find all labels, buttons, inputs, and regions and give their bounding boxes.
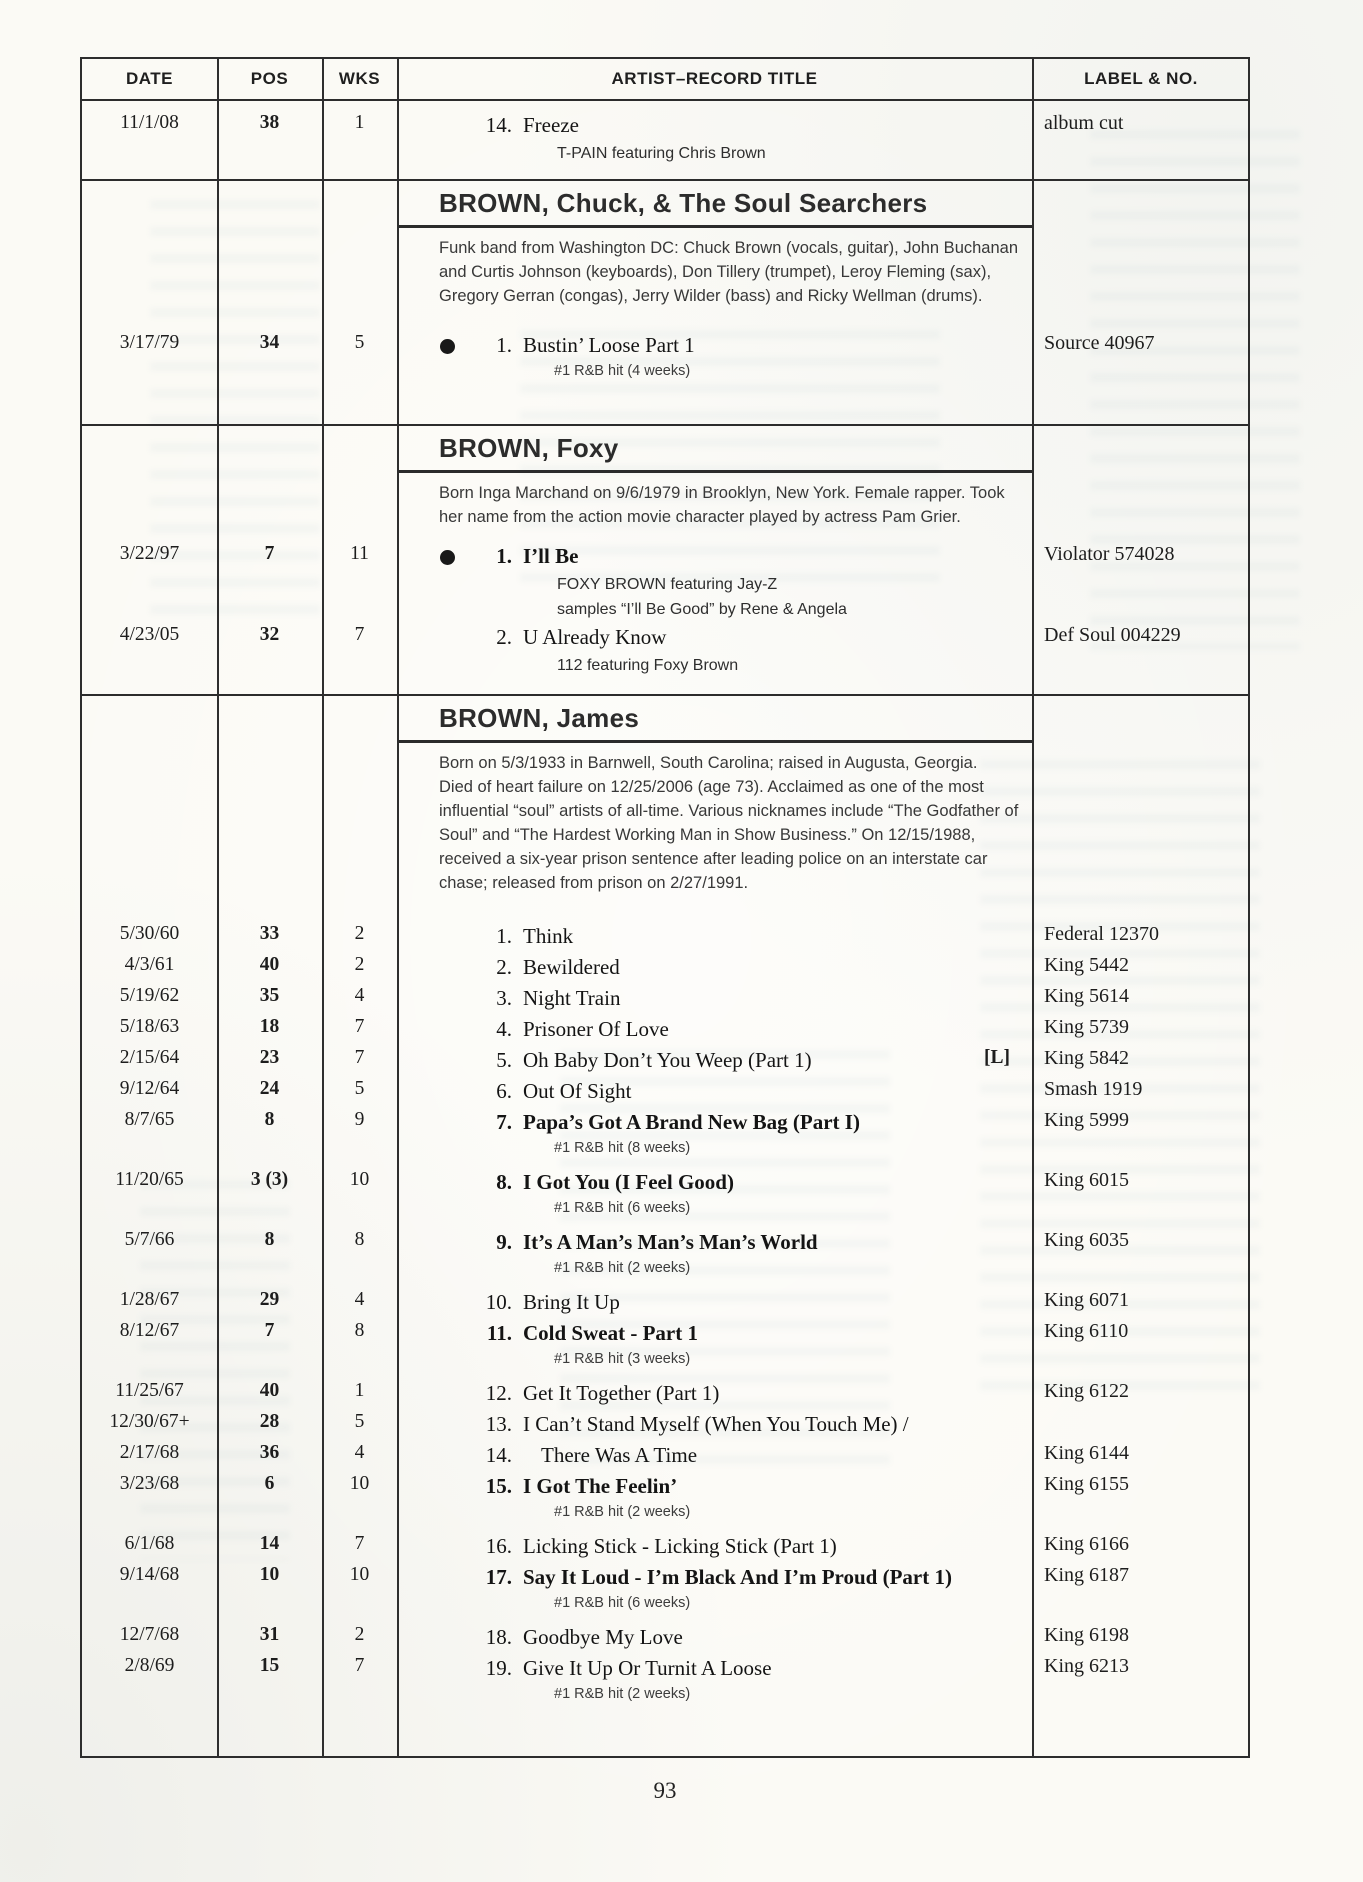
- number-one-hit-note: #1 R&B hit (3 weeks): [554, 1351, 691, 1367]
- peak-position-cell: 18: [259, 1016, 280, 1037]
- record-label-cell: King 6015: [1044, 1169, 1129, 1191]
- entry-row: [82, 1045, 1248, 1076]
- peak-position-cell: 40: [259, 954, 280, 975]
- number-one-hit-note: #1 R&B hit (2 weeks): [554, 1686, 691, 1702]
- date-cell: 2/17/68: [119, 1442, 180, 1463]
- entry-number: 8.: [496, 1170, 512, 1194]
- record-label-cell: album cut: [1044, 112, 1124, 134]
- bio-line: Soul” and “The Hardest Working Man in Show Business.” On 12/15/1988,: [439, 826, 976, 844]
- bio-line: Born on 5/3/1933 in Barnwell, South Carolina; raised in Augusta, Georgia.: [439, 754, 978, 772]
- date-cell: 3/22/97: [119, 543, 180, 564]
- bio-line: and Curtis Johnson (keyboards), Don Tillery (trumpet), Leroy Fleming (sax),: [439, 263, 992, 281]
- peak-position-cell: 40: [259, 1380, 280, 1401]
- weeks-charted-cell: 2: [354, 923, 365, 944]
- date-cell: 2/15/64: [119, 1047, 180, 1068]
- artist-name: BROWN, Foxy: [439, 433, 619, 463]
- page-number: 93: [653, 1778, 677, 1803]
- entry-row: [82, 330, 1248, 382]
- record-label-cell: King 5614: [1044, 985, 1129, 1007]
- song-title: Freeze: [523, 113, 579, 137]
- song-title: Give It Up Or Turnit A Loose: [523, 1656, 772, 1680]
- weeks-charted-cell: 1: [354, 112, 365, 133]
- title-line: [397, 1409, 1248, 1440]
- gold-record-dot-icon: [440, 550, 455, 565]
- artist-bio: [439, 743, 1248, 895]
- artist-name: BROWN, Chuck, & The Soul Searchers: [439, 188, 928, 218]
- song-title: Oh Baby Don’t You Weep (Part 1): [523, 1048, 812, 1072]
- entry-row: [82, 541, 1248, 622]
- entry-number: 12.: [485, 1381, 512, 1405]
- weeks-charted-cell: 5: [354, 332, 365, 353]
- weeks-charted-cell: 10: [349, 1169, 370, 1190]
- entry-number: 15.: [485, 1474, 512, 1498]
- peak-position-cell: 8: [264, 1109, 275, 1130]
- bio-line: her name from the action movie character played by actress Pam Grier.: [439, 508, 961, 526]
- bio-line: Died of heart failure on 12/25/2006 (age 73). Acclaimed as one of the most: [439, 778, 984, 796]
- date-cell: 8/7/65: [124, 1109, 175, 1130]
- date-cell: 4/23/05: [119, 624, 180, 645]
- live-recording-flag: [L]: [984, 1047, 1010, 1068]
- weeks-charted-cell: 7: [354, 1016, 365, 1037]
- weeks-charted-cell: 2: [354, 954, 365, 975]
- artist-section: [82, 424, 1248, 694]
- entry-row: [82, 1440, 1248, 1471]
- gold-record-dot-icon: [440, 339, 455, 354]
- artist-name: BROWN, James: [439, 703, 640, 733]
- entry-row: [82, 921, 1248, 952]
- entry-row: [82, 1562, 1248, 1614]
- column-divider: [322, 59, 324, 1756]
- artist-section: [82, 694, 1248, 1761]
- song-title: I Got You (I Feel Good): [523, 1170, 734, 1194]
- entry-list: [82, 921, 1248, 1705]
- header-label-no: LABEL & NO.: [1084, 69, 1198, 88]
- entry-row: [82, 1531, 1248, 1562]
- song-title: There Was A Time: [541, 1443, 698, 1467]
- record-label-cell: King 6166: [1044, 1533, 1129, 1555]
- entry-number: 17.: [485, 1565, 512, 1589]
- peak-position-cell: 8: [264, 1229, 275, 1250]
- entry-number: 6.: [496, 1079, 512, 1103]
- song-title: Prisoner Of Love: [523, 1017, 669, 1041]
- weeks-charted-cell: 7: [354, 1533, 365, 1554]
- date-cell: 9/12/64: [119, 1078, 180, 1099]
- entry-number: 3.: [496, 986, 512, 1010]
- number-one-hit-note: #1 R&B hit (6 weeks): [554, 1200, 691, 1216]
- song-title: Papa’s Got A Brand New Bag (Part I): [523, 1110, 860, 1134]
- song-title: Cold Sweat - Part 1: [523, 1321, 698, 1345]
- peak-position-cell: 32: [259, 624, 280, 645]
- date-cell: 1/28/67: [119, 1289, 180, 1310]
- peak-position-cell: 6: [264, 1473, 275, 1494]
- weeks-charted-cell: 10: [349, 1564, 370, 1585]
- header-artist-record-title: ARTIST–RECORD TITLE: [611, 69, 818, 88]
- date-cell: 3/17/79: [119, 332, 180, 353]
- artist-credit-line: 112 featuring Foxy Brown: [557, 657, 739, 674]
- weeks-charted-cell: 5: [354, 1078, 365, 1099]
- record-label-cell: Federal 12370: [1044, 923, 1159, 945]
- song-title: I’ll Be: [523, 544, 579, 568]
- entry-row: [82, 983, 1248, 1014]
- weeks-charted-cell: 11: [350, 543, 369, 564]
- column-divider: [1032, 59, 1034, 1756]
- entry-row: [82, 1622, 1248, 1653]
- entry-row: [82, 110, 1248, 166]
- record-label-cell: King 5739: [1044, 1016, 1129, 1038]
- record-label-cell: King 5999: [1044, 1109, 1129, 1131]
- date-cell: 11/20/65: [115, 1169, 184, 1190]
- artist-header: [397, 426, 1032, 473]
- bio-line: received a six-year prison sentence after leading police on an interstate car: [439, 850, 988, 868]
- date-cell: 5/7/66: [124, 1229, 175, 1250]
- entry-row: [82, 1653, 1248, 1705]
- bio-line: chase; released from prison on 2/27/1991.: [439, 874, 749, 892]
- song-title: I Can’t Stand Myself (When You Touch Me) /: [523, 1412, 909, 1436]
- weeks-charted-cell: 7: [354, 1047, 365, 1068]
- date-cell: 12/30/67+: [109, 1411, 190, 1432]
- entry-number: 1.: [496, 333, 512, 357]
- song-title: Goodbye My Love: [523, 1625, 683, 1649]
- entry-row: [82, 1167, 1248, 1219]
- record-label-cell: King 5842: [1044, 1047, 1129, 1069]
- record-label-cell: Source 40967: [1044, 332, 1155, 354]
- bio-line: influential “soul” artists of all-time. Various nicknames include “The Godfather of: [439, 802, 1019, 820]
- weeks-charted-cell: 7: [354, 1655, 365, 1676]
- song-title: Bewildered: [523, 955, 620, 979]
- entry-number: 4.: [496, 1017, 512, 1041]
- record-label-cell: King 6213: [1044, 1655, 1129, 1677]
- date-cell: 9/14/68: [119, 1564, 180, 1585]
- song-title: U Already Know: [523, 625, 667, 649]
- peak-position-cell: 34: [259, 332, 280, 353]
- weeks-charted-cell: 4: [354, 1289, 365, 1310]
- artist-header: [397, 181, 1032, 228]
- song-title: Licking Stick - Licking Stick (Part 1): [523, 1534, 837, 1558]
- date-cell: 8/12/67: [119, 1320, 180, 1341]
- entry-row: [82, 1471, 1248, 1523]
- song-title: Bustin’ Loose Part 1: [523, 333, 695, 357]
- entry-list: [82, 541, 1248, 678]
- number-one-hit-note: #1 R&B hit (8 weeks): [554, 1140, 691, 1156]
- weeks-charted-cell: 7: [354, 624, 365, 645]
- entry-number: 5.: [496, 1048, 512, 1072]
- artist-header: [397, 696, 1032, 743]
- entry-number: 18.: [485, 1625, 512, 1649]
- peak-position-cell: 7: [264, 543, 275, 564]
- weeks-charted-cell: 8: [354, 1320, 365, 1341]
- bio-line: Funk band from Washington DC: Chuck Brown (vocals, guitar), John Buchanan: [439, 239, 1018, 257]
- table-header-row: [82, 59, 1248, 101]
- bio-line: Gregory Gerran (congas), Jerry Wilder (bass) and Ricky Wellman (drums).: [439, 287, 983, 305]
- song-title: Get It Together (Part 1): [523, 1381, 720, 1405]
- record-label-cell: King 6155: [1044, 1473, 1129, 1495]
- weeks-charted-cell: 1: [354, 1380, 365, 1401]
- entry-number: 2.: [496, 955, 512, 979]
- artist-credit-line: FOXY BROWN featuring Jay-Z: [557, 576, 778, 593]
- peak-position-cell: 31: [259, 1624, 280, 1645]
- number-one-hit-note: #1 R&B hit (2 weeks): [554, 1504, 691, 1520]
- entry-row: [82, 1076, 1248, 1107]
- column-divider: [397, 59, 399, 1756]
- chart-table: [80, 57, 1250, 1758]
- entry-row: [82, 1287, 1248, 1318]
- song-title: Bring It Up: [523, 1290, 620, 1314]
- sections-container: [82, 101, 1248, 1761]
- record-label-cell: King 5442: [1044, 954, 1129, 976]
- weeks-charted-cell: 10: [349, 1473, 370, 1494]
- entry-row: [82, 1378, 1248, 1409]
- peak-position-cell: 38: [259, 112, 280, 133]
- entry-number: 9.: [496, 1230, 512, 1254]
- artist-credit-line: T-PAIN featuring Chris Brown: [557, 145, 766, 162]
- header-wks: WKS: [338, 69, 381, 88]
- date-cell: 5/18/63: [119, 1016, 180, 1037]
- entry-row: [82, 1318, 1248, 1370]
- date-cell: 3/23/68: [119, 1473, 180, 1494]
- peak-position-cell: 14: [259, 1533, 280, 1554]
- entry-number: 14.: [485, 1443, 512, 1467]
- weeks-charted-cell: 4: [354, 1442, 365, 1463]
- date-cell: 5/19/62: [119, 985, 180, 1006]
- song-title: It’s A Man’s Man’s Man’s World: [523, 1230, 818, 1254]
- record-label-cell: King 6122: [1044, 1380, 1129, 1402]
- entry-number: 2.: [496, 625, 512, 649]
- entry-list: [82, 101, 1248, 166]
- date-cell: 4/3/61: [124, 954, 175, 975]
- song-title: Night Train: [523, 986, 621, 1010]
- entry-row: [82, 1107, 1248, 1159]
- peak-position-cell: 24: [259, 1078, 280, 1099]
- date-cell: 12/7/68: [119, 1624, 180, 1645]
- date-cell: 11/1/08: [120, 112, 179, 133]
- header-pos: POS: [250, 69, 289, 88]
- date-cell: 2/8/69: [124, 1655, 175, 1676]
- weeks-charted-cell: 4: [354, 985, 365, 1006]
- date-cell: 6/1/68: [124, 1533, 175, 1554]
- weeks-charted-cell: 9: [354, 1109, 365, 1130]
- artist-bio: [439, 228, 1248, 308]
- record-label-cell: King 6110: [1044, 1320, 1129, 1342]
- entry-row: [82, 622, 1248, 678]
- peak-position-cell: 33: [259, 923, 280, 944]
- peak-position-cell: 36: [259, 1442, 280, 1463]
- entry-row: [82, 1014, 1248, 1045]
- song-title: Out Of Sight: [523, 1079, 632, 1103]
- record-label-cell: King 6198: [1044, 1624, 1129, 1646]
- record-label-cell: Violator 574028: [1044, 543, 1175, 565]
- artist-bio: [439, 473, 1248, 529]
- entry-row: [82, 1227, 1248, 1279]
- entry-number: 16.: [485, 1534, 512, 1558]
- date-cell: 5/30/60: [119, 923, 180, 944]
- record-label-cell: Smash 1919: [1044, 1078, 1143, 1100]
- column-divider: [217, 59, 219, 1756]
- peak-position-cell: 28: [259, 1411, 280, 1432]
- entry-list: [82, 330, 1248, 382]
- record-label-cell: King 6187: [1044, 1564, 1129, 1586]
- song-title: I Got The Feelin’: [523, 1474, 678, 1498]
- peak-position-cell: 3 (3): [250, 1169, 289, 1190]
- date-cell: 11/25/67: [115, 1380, 184, 1401]
- continuation-section: [82, 101, 1248, 179]
- number-one-hit-note: #1 R&B hit (2 weeks): [554, 1260, 691, 1276]
- record-label-cell: King 6071: [1044, 1289, 1129, 1311]
- number-one-hit-note: #1 R&B hit (6 weeks): [554, 1595, 691, 1611]
- header-date: DATE: [125, 69, 173, 88]
- entry-number: 14.: [485, 113, 512, 137]
- peak-position-cell: 35: [259, 985, 280, 1006]
- peak-position-cell: 15: [259, 1655, 280, 1676]
- entry-number: 19.: [485, 1656, 512, 1680]
- weeks-charted-cell: 5: [354, 1411, 365, 1432]
- entry-number: 10.: [485, 1290, 512, 1314]
- weeks-charted-cell: 2: [354, 1624, 365, 1645]
- artist-credit-line: samples “I’ll Be Good” by Rene & Angela: [557, 601, 847, 618]
- artist-section: [82, 179, 1248, 424]
- weeks-charted-cell: 8: [354, 1229, 365, 1250]
- record-label-cell: Def Soul 004229: [1044, 624, 1181, 646]
- entry-number: 1.: [496, 924, 512, 948]
- record-label-cell: King 6144: [1044, 1442, 1129, 1464]
- song-title: Say It Loud - I’m Black And I’m Proud (Part 1): [523, 1565, 952, 1589]
- entry-number: 1.: [496, 544, 512, 568]
- song-title: Think: [523, 924, 574, 948]
- entry-row: [82, 952, 1248, 983]
- peak-position-cell: 10: [259, 1564, 280, 1585]
- bio-line: Born Inga Marchand on 9/6/1979 in Brooklyn, New York. Female rapper. Took: [439, 484, 1005, 502]
- entry-row: [82, 1409, 1248, 1440]
- peak-position-cell: 29: [259, 1289, 280, 1310]
- peak-position-cell: 7: [264, 1320, 275, 1341]
- record-label-cell: King 6035: [1044, 1229, 1129, 1251]
- entry-number: 13.: [485, 1412, 512, 1436]
- entry-number: 7.: [496, 1110, 512, 1134]
- number-one-hit-note: #1 R&B hit (4 weeks): [554, 363, 691, 379]
- entry-number: 11.: [486, 1321, 512, 1345]
- peak-position-cell: 23: [259, 1047, 280, 1068]
